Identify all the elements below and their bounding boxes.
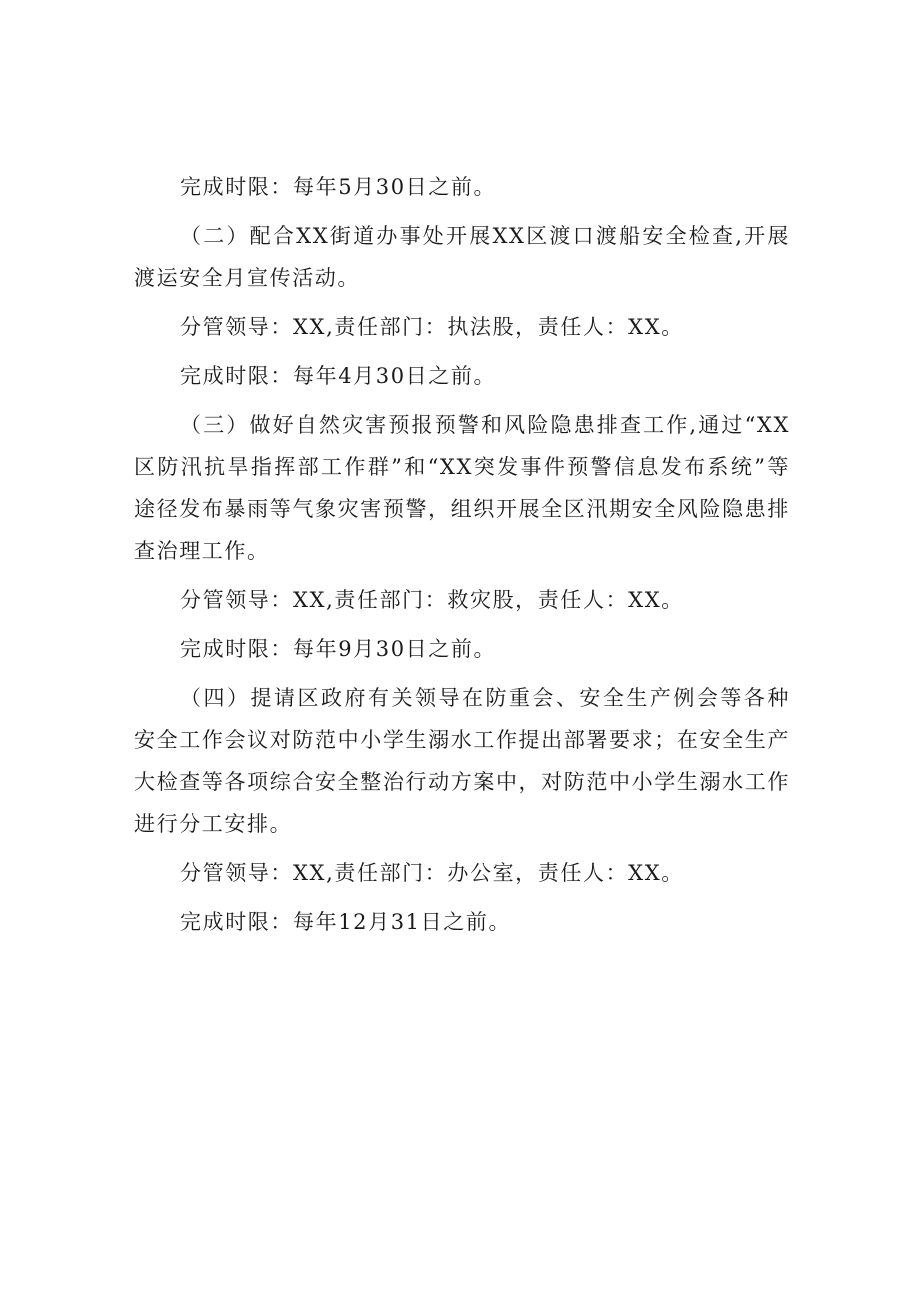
document-body: [134, 166, 790, 943]
responsibility-paragraph: 分管领导：XX,责任部门：办公室，责任人：XX。: [180, 861, 684, 885]
responsibility-paragraph: 分管领导：XX,责任部门：救灾股，责任人：XX。: [180, 588, 684, 612]
task-item-paragraph: （四）提请区政府有关领导在防重会、安全生产例会等各种安全工作会议对防范中小学生溺水工作提出部署要求；在安全生产大检查等各项综合安全整治行动方案中，对防范中小学生溺水工作进行分工安排。: [134, 686, 790, 836]
task-item-paragraph: （二）配合XX街道办事处开展XX区渡口渡船安全检查,开展渡运安全月宣传活动。: [134, 224, 790, 290]
deadline-paragraph: 完成时限：每年5月30日之前。: [180, 175, 497, 199]
responsibility-paragraph: 分管领导：XX,责任部门：执法股，责任人：XX。: [180, 315, 684, 339]
deadline-paragraph: 完成时限：每年4月30日之前。: [180, 364, 497, 388]
deadline-paragraph: 完成时限：每年9月30日之前。: [180, 637, 497, 661]
task-item-paragraph: （三）做好自然灾害预报预警和风险隐患排查工作,通过“XX区防汛抗旱指挥部工作群”和“XX突发事件预警信息发布系统”等途径发布暴雨等气象灾害预警，组织开展全区汛期安全风险隐患排查治理工作。: [134, 413, 790, 563]
deadline-paragraph: 完成时限：每年12月31日之前。: [180, 910, 512, 934]
